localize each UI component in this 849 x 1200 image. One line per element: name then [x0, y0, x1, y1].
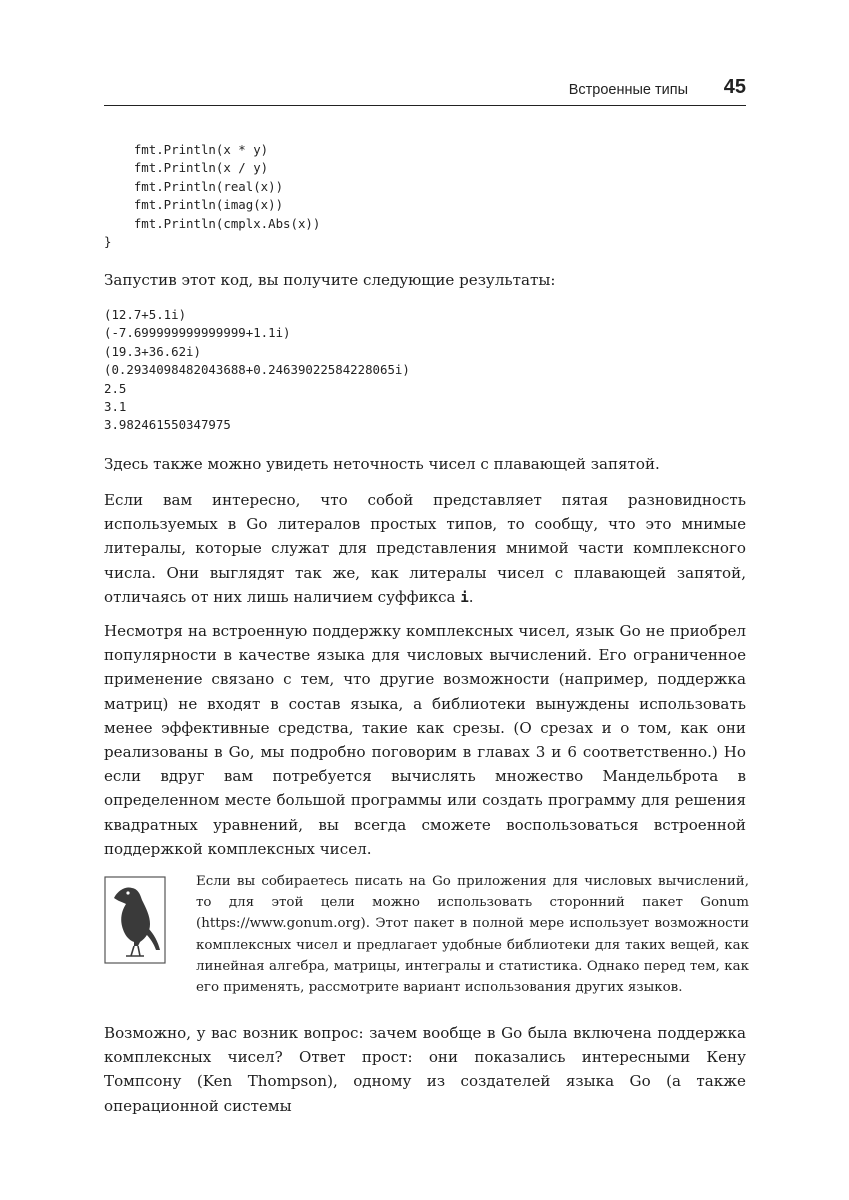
- bird-tip-icon: [104, 876, 166, 964]
- output-line: (0.2934098482043688+0.24639022584228065i): [104, 362, 410, 378]
- output-block: [104, 306, 410, 435]
- inline-code-suffix: i: [460, 589, 469, 606]
- code-line: fmt.Println(real(x)): [104, 178, 284, 194]
- paragraph-results-intro: Запустив этот код, вы получите следующие результаты:: [104, 271, 556, 289]
- paragraph-imaginary-literals-end: .: [468, 587, 474, 606]
- output-line: (19.3+36.62i): [104, 343, 201, 359]
- page-number: 45: [723, 76, 746, 98]
- paragraph-float-inaccuracy: Здесь также можно увидеть неточность чисел с плавающей запятой.: [104, 455, 660, 473]
- header-rule: [104, 105, 746, 106]
- running-header: [104, 76, 746, 104]
- output-line: (-7.699999999999999+1.1i): [104, 325, 291, 341]
- paragraph-imaginary-literals: [104, 488, 746, 610]
- code-line: fmt.Println(x * y): [104, 142, 269, 157]
- paragraph-complex-support: Несмотря на встроенную поддержку комплексных чисел, язык Go не приобрел популярности в качестве языка для числовых вычислений. Его ограниченное применение связано с тем, что другие возможности (например, поддержка матриц) не входят в состав языка, а библиотеки вынуждены использовать менее эффективные средства, такие как срезы. (О срезах и о том, как они реализованы в Go, мы подробно поговорим в главах 3 и 6 соответственно.) Но если вдруг вам потребуется вычислять множество Мандельброта в определенном месте большой программы или создать программу для решения квадратных уравнений, вы всегда сможете воспользоваться встроенной поддержкой комплексных чисел.: [104, 622, 746, 858]
- code-line: fmt.Println(imag(x)): [104, 197, 284, 213]
- code-line: fmt.Println(cmplx.Abs(x)): [104, 215, 321, 231]
- code-line: fmt.Println(x / y): [104, 160, 269, 176]
- output-line: 3.1: [104, 399, 127, 415]
- output-line: (12.7+5.1i): [104, 307, 187, 322]
- paragraph-why-complex: Возможно, у вас возник вопрос: зачем вообще в Go была включена поддержка комплексных чисел? Ответ прост: они показались интересными Кену Томпсону (Ken Thompson), одному из создателей языка Go (а также операционной системы: [104, 1024, 746, 1115]
- code-block: [104, 141, 320, 251]
- tip-note: Если вы собираетесь писать на Go приложения для числовых вычислений, то для этой цели можно использовать сторонний пакет Gonum (https://www.gonum.org). Этот пакет в полной мере использует возможности комплексных чисел и предлагает удобные библиотеки для таких вещей, как линейная алгебра, матрицы, интегралы и статистика. Однако перед тем, как его применять, рассмотрите вариант использования других языков.: [196, 874, 749, 996]
- output-line: 3.982461550347975: [104, 417, 231, 433]
- output-line: 2.5: [104, 380, 127, 396]
- code-line: }: [104, 234, 112, 250]
- section-title: Встроенные типы: [568, 82, 688, 98]
- paragraph-imaginary-literals-text: Если вам интересно, что собой представляет пятая разновидность используемых в Go литералов простых типов, то сообщу, что это мнимые литералы, которые служат для представления мнимой части комплексного числа. Они выглядят так же, как литералы чисел с плавающей запятой, отличаясь от них лишь наличием суффикса: [104, 491, 746, 606]
